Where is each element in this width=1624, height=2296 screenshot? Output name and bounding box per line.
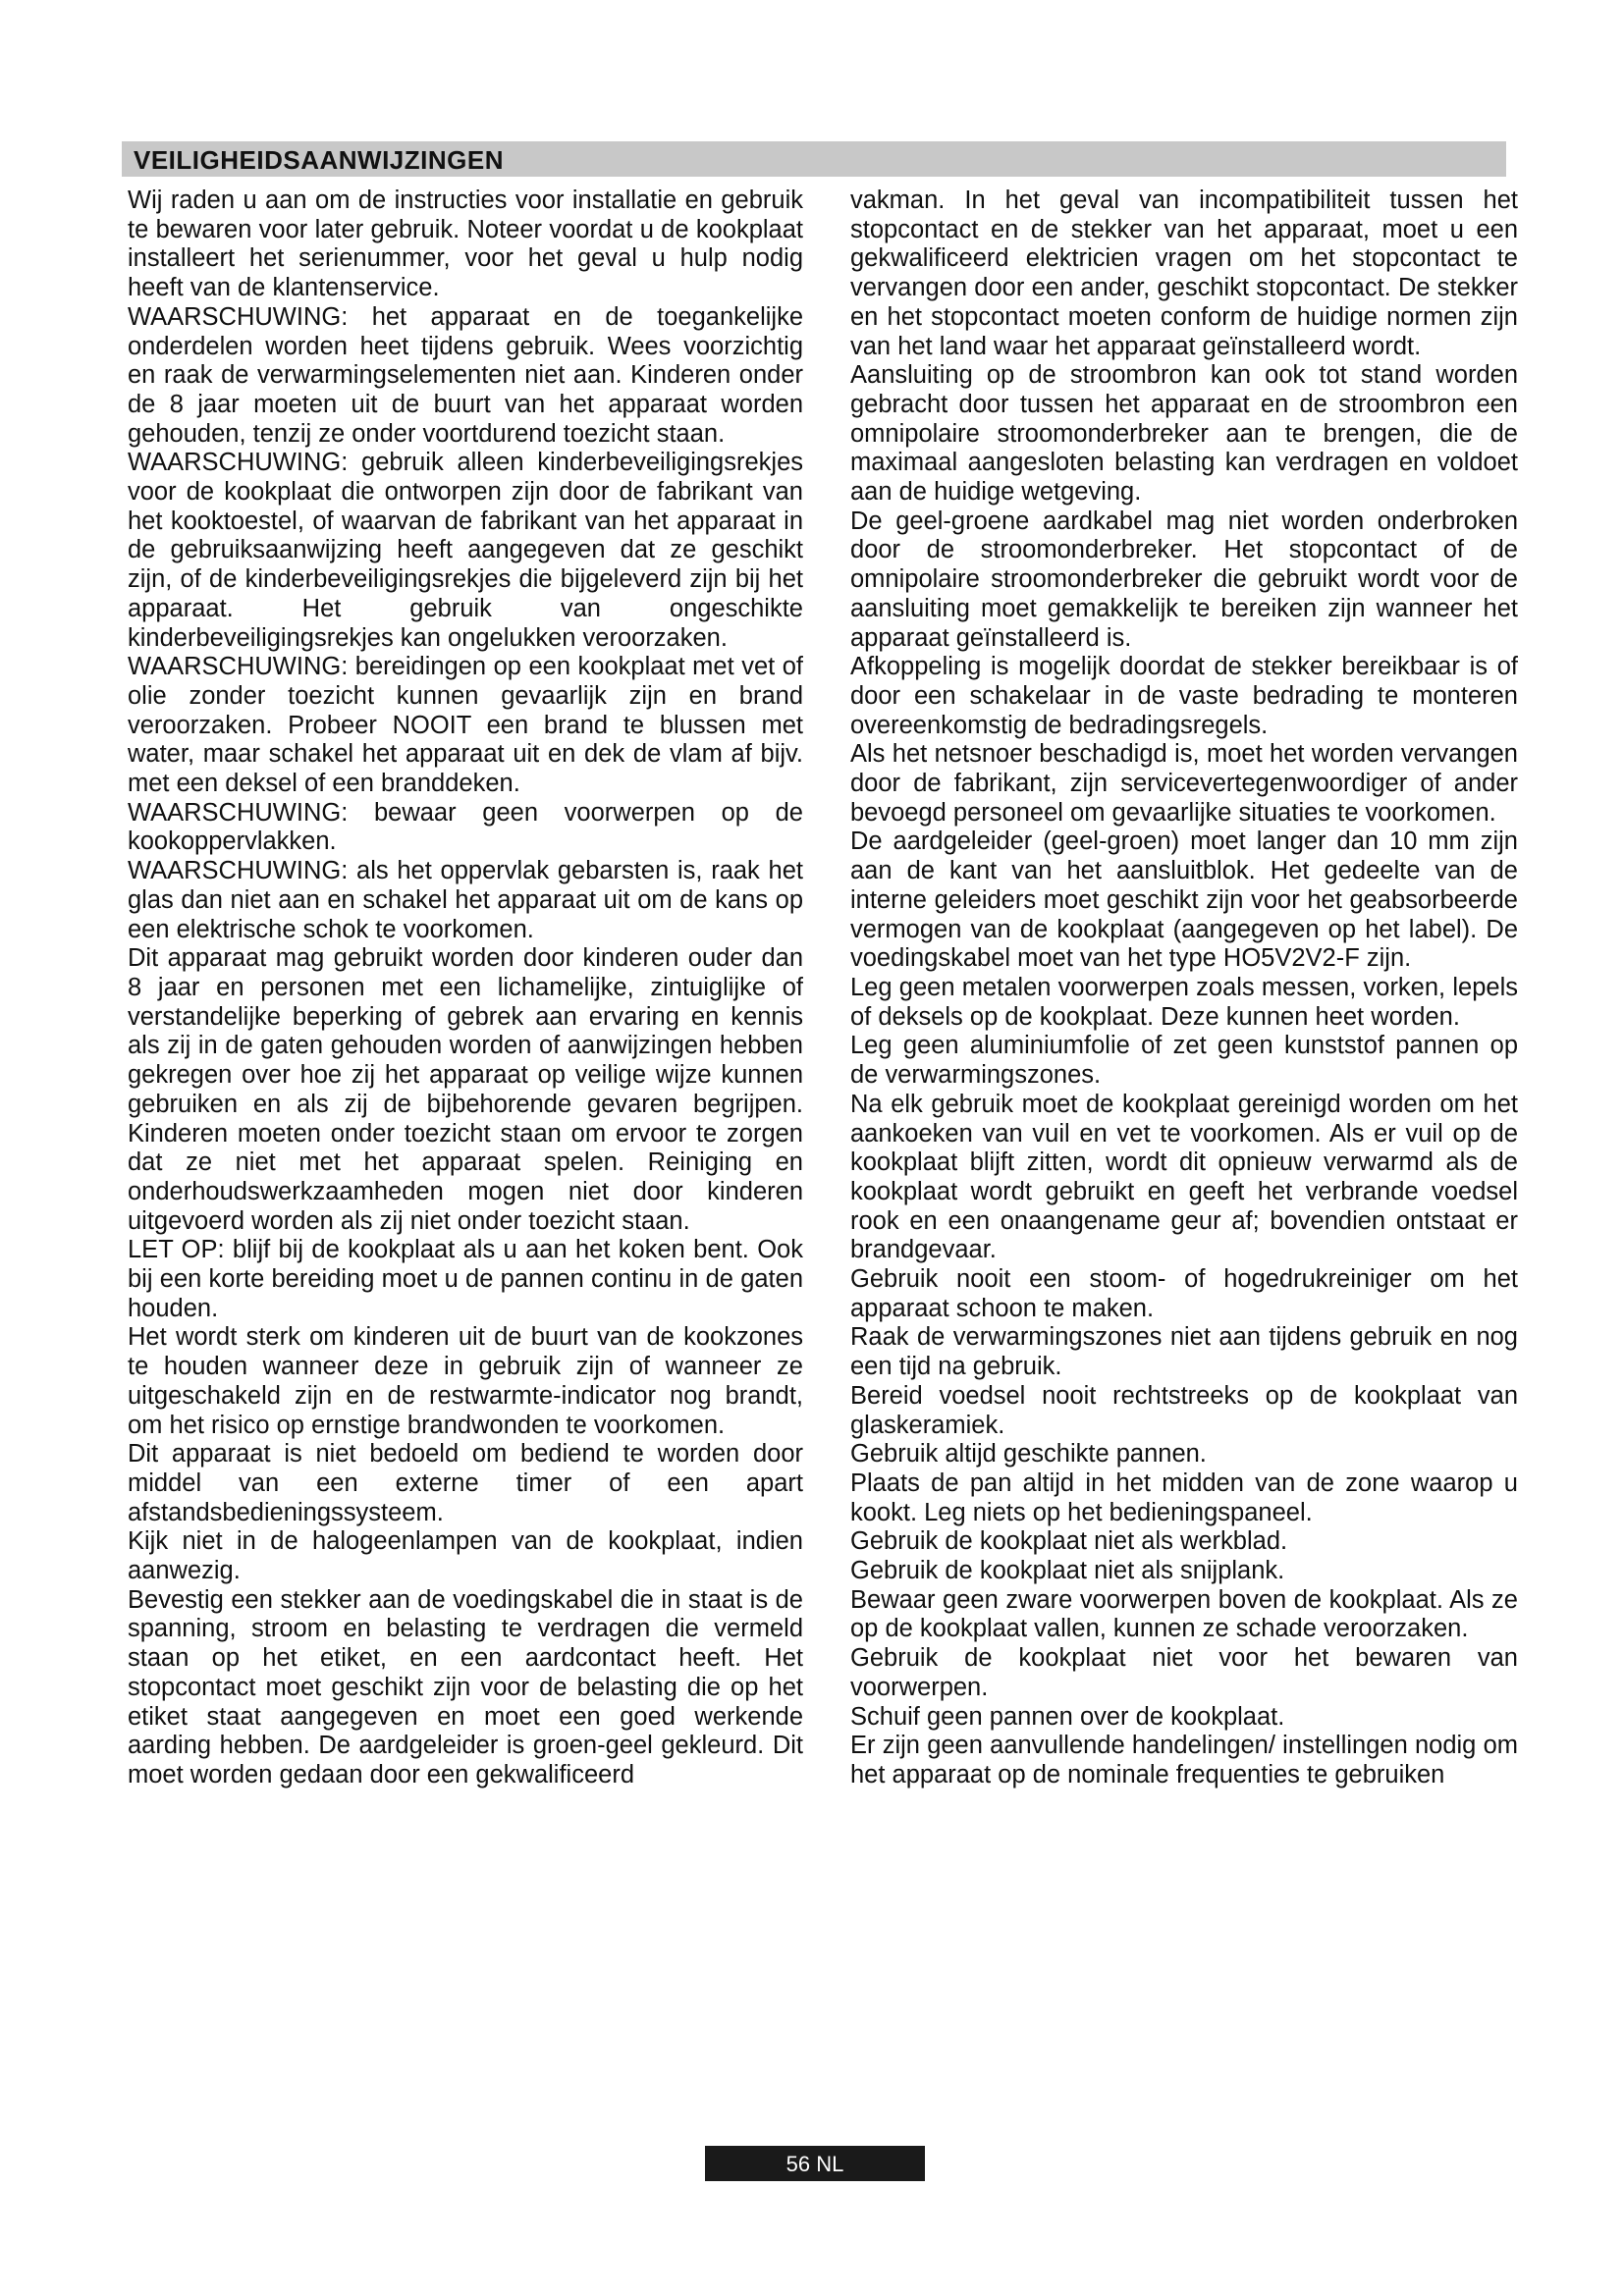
- paragraph: Gebruik de kookplaat niet als werkblad.: [850, 1527, 1288, 1556]
- paragraph: Kijk niet in de halogeenlampen van de kookplaat, indien aanwezig.: [128, 1527, 803, 1585]
- paragraph: De geel-groene aardkabel mag niet worden onderbroken door de stroomonderbreker. Het stopcontact of de omnipolaire stroomonderbreker die gebruikt wordt voor de aansluiting moet gemakkelijk te bereiken zijn wanneer het apparaat geïnstalleerd is.: [850, 507, 1518, 652]
- paragraph: Bereid voedsel nooit rechtstreeks op de kookplaat van glaskeramiek.: [850, 1381, 1518, 1439]
- paragraph: LET OP: blijf bij de kookplaat als u aan het koken bent. Ook bij een korte bereiding moet u de pannen continu in de gaten houden.: [128, 1236, 803, 1322]
- right-column: [850, 187, 1518, 1790]
- paragraph: Wij raden u aan om de instructies voor installatie en gebruik te bewaren voor later gebruik. Noteer voordat u de kookplaat installeert het serienummer, voor het geval u hulp nodig heeft van de klantenservice.: [128, 187, 803, 302]
- paragraph: Schuif geen pannen over de kookplaat.: [850, 1702, 1285, 1731]
- paragraph: Dit apparaat mag gebruikt worden door kinderen ouder dan 8 jaar en personen met een lichamelijke, zintuiglijke of verstandelijke beperking of gebrek aan ervaring en kennis als zij in de gaten gehouden worden of aanwijzingen hebben gekregen over hoe zij het apparaat op veilige wijze kunnen gebruiken en als zij de bijbehorende gevaren begrijpen. Kinderen moeten onder toezicht staan om ervoor te zorgen dat ze niet met het apparaat spelen. Reiniging en onderhoudswerkzaamheden mogen niet door kinderen uitgevoerd worden als zij niet onder toezicht staan.: [128, 944, 803, 1235]
- paragraph: WAARSCHUWING: als het oppervlak gebarsten is, raak het glas dan niet aan en schakel het apparaat uit om de kans op een elektrische schok te voorkomen.: [128, 857, 803, 943]
- paragraph: Aansluiting op de stroombron kan ook tot stand worden gebracht door tussen het apparaat en de stroombron een omnipolaire stroomonderbreker aan te brengen, die de maximaal aangesloten belasting kan verdragen en voldoet aan de huidige wetgeving.: [850, 361, 1518, 507]
- paragraph: Gebruik de kookplaat niet als snijplank.: [850, 1557, 1285, 1585]
- page-number: 56 NL: [785, 2152, 844, 2176]
- paragraph: WAARSCHUWING: bewaar geen voorwerpen op de kookoppervlakken.: [128, 798, 803, 856]
- paragraph: Plaats de pan altijd in het midden van de zone waarop u kookt. Leg niets op het bedieningspaneel.: [850, 1468, 1518, 1526]
- paragraph: Na elk gebruik moet de kookplaat gereinigd worden om het aankoeken van vuil en vet te voorkomen. Als er vuil op de kookplaat blijft zitten, wordt dit opnieuw verwarmd als de kookplaat wordt gebruikt en geeft het verbrande voedsel rook en een onaangename geur af; bovendien ontstaat er brandgevaar.: [850, 1090, 1518, 1264]
- section-title: VEILIGHEIDSAANWIJZINGEN: [134, 145, 504, 175]
- paragraph: WAARSCHUWING: gebruik alleen kinderbeveiligingsrekjes voor de kookplaat die ontworpen zijn door de fabrikant van het kooktoestel, of waarvan de fabrikant van het apparaat in de gebruiksaanwijzing heeft aangegeven dat ze geschikt zijn, of de kinderbeveiligingsrekjes die bijgeleverd zijn bij het apparaat. Het gebruik van ongeschikte kinderbeveiligingsrekjes kan ongelukken veroorzaken.: [128, 449, 803, 652]
- paragraph: WAARSCHUWING: het apparaat en de toegankelijke onderdelen worden heet tijdens gebruik. Wees voorzichtig en raak de verwarmingselementen niet aan. Kinderen onder de 8 jaar moeten uit de buurt van het apparaat worden gehouden, tenzij ze onder voortdurend toezicht staan.: [128, 302, 803, 448]
- paragraph: Gebruik altijd geschikte pannen.: [850, 1440, 1207, 1468]
- paragraph: Leg geen aluminiumfolie of zet geen kunststof pannen op de verwarmingszones.: [850, 1032, 1518, 1090]
- paragraph: WAARSCHUWING: bereidingen op een kookplaat met vet of olie zonder toezicht kunnen gevaarlijk zijn en brand veroorzaken. Probeer NOOIT een brand te blussen met water, maar schakel het apparaat uit en dek de vlam af bijv. met een deksel of een branddeken.: [128, 653, 803, 798]
- paragraph: Afkoppeling is mogelijk doordat de stekker bereikbaar is of door een schakelaar in de vaste bedrading te monteren overeenkomstig de bedradingsregels.: [850, 653, 1518, 739]
- paragraph: Er zijn geen aanvullende handelingen/ instellingen nodig om het apparaat op de nominale frequenties te gebruiken: [850, 1732, 1518, 1789]
- paragraph: vakman. In het geval van incompatibiliteit tussen het stopcontact en de stekker van het apparaat, moet u een gekwalificeerd elektricien vragen om het stopcontact te vervangen door een ander, geschikt stopcontact. De stekker en het stopcontact moeten conform de huidige normen zijn van het land waar het apparaat geïnstalleerd wordt.: [850, 187, 1518, 360]
- paragraph: Raak de verwarmingszones niet aan tijdens gebruik en nog een tijd na gebruik.: [850, 1323, 1518, 1381]
- paragraph: Bewaar geen zware voorwerpen boven de kookplaat. Als ze op de kookplaat vallen, kunnen ze schade veroorzaken.: [850, 1585, 1518, 1643]
- paragraph: Leg geen metalen voorwerpen zoals messen, vorken, lepels of deksels op de kookplaat. Deze kunnen heet worden.: [850, 973, 1518, 1031]
- paragraph: Dit apparaat is niet bedoeld om bediend te worden door middel van een externe timer of een apart afstandsbedieningssysteem.: [128, 1440, 803, 1526]
- left-column: [128, 187, 803, 1790]
- paragraph: De aardgeleider (geel-groen) moet langer dan 10 mm zijn aan de kant van het aansluitblok. Het gedeelte van de interne geleiders moet geschikt zijn voor het geabsorbeerde vermogen van de kookplaat (aangegeven op het label). De voedingskabel moet van het type HO5V2V2-F zijn.: [850, 828, 1518, 973]
- page-number-badge: [705, 2146, 925, 2181]
- paragraph: Gebruik de kookplaat niet voor het bewaren van voorwerpen.: [850, 1644, 1518, 1701]
- section-header-bar: [122, 141, 1506, 177]
- paragraph: Het wordt sterk om kinderen uit de buurt van de kookzones te houden wanneer deze in gebruik zijn of wanneer ze uitgeschakeld zijn en de restwarmte-indicator nog brandt, om het risico op ernstige brandwonden te voorkomen.: [128, 1323, 803, 1439]
- paragraph: Gebruik nooit een stoom- of hogedrukreiniger om het apparaat schoon te maken.: [850, 1265, 1518, 1322]
- paragraph: Bevestig een stekker aan de voedingskabel die in staat is de spanning, stroom en belasting te verdragen die vermeld staan op het etiket, en een aardcontact heeft. Het stopcontact moet geschikt zijn voor de belasting die op het etiket staat aangegeven en moet een goed werkende aarding hebben. De aardgeleider is groen-geel gekleurd. Dit moet worden gedaan door een gekwalificeerd: [128, 1585, 803, 1789]
- paragraph: Als het netsnoer beschadigd is, moet het worden vervangen door de fabrikant, zijn servicevertegenwoordiger of ander bevoegd personeel om gevaarlijke situaties te voorkomen.: [850, 740, 1518, 827]
